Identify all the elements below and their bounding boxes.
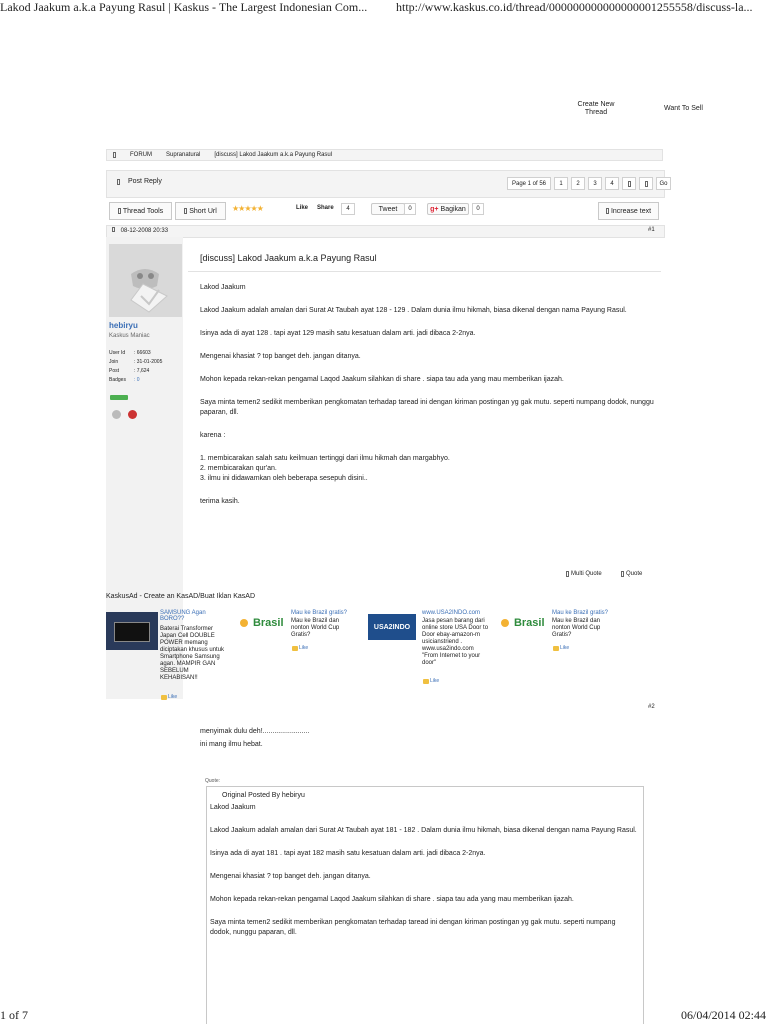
tweet-count: 0: [404, 203, 416, 215]
post1-number[interactable]: #1: [648, 227, 655, 233]
ad2-body: Mau ke Brazil dan nonton World Cup Gratis?: [291, 618, 340, 638]
tools-icon: [118, 208, 121, 214]
next-page-icon[interactable]: [622, 177, 636, 190]
post-reply-button[interactable]: [117, 178, 162, 185]
post2-number[interactable]: #2: [648, 704, 655, 710]
thumb-up-icon: [292, 646, 298, 651]
breadcrumb: [106, 149, 663, 161]
quote-paragraph: Mohon kepada rekan-rekan pengamal Laqod Jaakum silahkan di share . siapa tau ada yang mau memberikan ijazah.: [210, 896, 574, 903]
page-2-link[interactable]: 2: [571, 177, 585, 190]
breadcrumb-thread[interactable]: [discuss] Lakod Jaakum a.k.a Payung Rasul: [214, 152, 333, 158]
user-rank: Kaskus Maniac: [109, 333, 150, 339]
avatar[interactable]: [109, 244, 182, 317]
share-count: 4: [341, 203, 355, 215]
increase-text-label: Increase text: [610, 207, 652, 215]
page-1-link[interactable]: 1: [554, 177, 568, 190]
post2-line1: menyimak dulu deh!........................: [200, 728, 310, 735]
page-4-link[interactable]: 4: [605, 177, 619, 190]
post1-list: 1. membicarakan salah satu keilmuan tertinggi dari ilmu hikmah dan margabhyo. 2. membicarakan qur'an. 3. ilmu ini didawamkan oleh beberapa sesepuh disini..: [200, 455, 450, 482]
thread-tools-label: Thread Tools: [122, 207, 164, 215]
go-button[interactable]: Go: [656, 177, 671, 190]
rating-stars[interactable]: ★★★★★: [232, 204, 263, 213]
quote-paragraph: Lakod Jaakum adalah amalan dari Surat At Taubah ayat 181 - 182 . Dalam dunia ilmu hikmah, biasa dikenal dengan nama Payung Rasul.: [210, 827, 637, 834]
last-page-icon[interactable]: [639, 177, 653, 190]
breadcrumb-forum[interactable]: FORUM: [130, 152, 152, 158]
home-icon[interactable]: [113, 152, 116, 158]
tweet-label: Tweet: [378, 205, 398, 213]
breadcrumb-category[interactable]: Supranatural: [166, 152, 201, 158]
quote-paragraph: Isinya ada di ayat 181 . tapi ayat 182 masih satu kesatuan dalam arti. jadi dibaca 2-2nya.: [210, 850, 486, 857]
like-button[interactable]: Like: [296, 205, 309, 211]
profile-icon[interactable]: [112, 410, 121, 419]
post1-paragraph: Mengenai khasiat ? top banget deh. jangan ditanya.: [200, 353, 361, 360]
calendar-icon: [112, 227, 115, 232]
text-size-icon: [606, 208, 609, 214]
user-stats: User Id : 66603 Join : 31-01-2005 Post : 7,624 Badges : 0: [109, 350, 163, 383]
print-page-number: 1 of 7: [0, 1008, 28, 1022]
quote-button[interactable]: Quote: [621, 571, 642, 577]
thumb-up-icon: [553, 646, 559, 651]
quote-paragraph: Lakod Jaakum: [210, 804, 256, 811]
google-plus-icon: g+: [430, 205, 439, 213]
share-label: Share: [317, 205, 334, 211]
username-link[interactable]: hebiryu: [109, 321, 138, 330]
quote-paragraph: Saya minta temen2 sedikit memberikan pengkomatan terhadap taread ini dengan kiriman postingan yg gak mutu. seperti numpang dodok, nunggu paparan, dll.: [210, 919, 616, 936]
thread-tools-button[interactable]: [109, 202, 172, 220]
want-to-sell-link[interactable]: Want To Sell: [664, 105, 703, 112]
post1-paragraph: Isinya ada di ayat 128 . tapi ayat 129 masih satu kesatuan dalam arti. jadi dibaca 2-2nya.: [200, 330, 476, 337]
ad1-image[interactable]: [106, 612, 158, 650]
ad3-title[interactable]: www.USA2INDO.com: [422, 610, 481, 616]
ad2-title[interactable]: Mau ke Brazil gratis?: [291, 610, 348, 616]
ad3-image[interactable]: USA2INDO: [368, 614, 416, 640]
multi-quote-button[interactable]: Multi Quote: [566, 571, 602, 577]
print-datetime: 06/04/2014 02:44: [680, 1008, 766, 1022]
post1-paragraph: Saya minta temen2 sedikit memberikan pengkomatan terhadap taread ini dengan kiriman postingan yg gak mutu. seperti numpang dodok, nunggu paparan, dll.: [200, 399, 654, 416]
ad1-title[interactable]: SAMSUNG Agan BORO??: [160, 610, 206, 622]
thumb-up-icon: [161, 695, 167, 700]
post1-header: [106, 225, 665, 238]
create-thread-link[interactable]: Create New Thread: [577, 101, 615, 116]
quote-paragraph: Mengenai khasiat ? top banget deh. jangan ditanya.: [210, 873, 371, 880]
post1-title: [discuss] Lakod Jaakum a.k.a Payung Rasul: [200, 253, 377, 263]
quote-label: Quote:: [205, 778, 221, 784]
ad4-body: Mau ke Brazil dan nonton World Cup Gratis?: [552, 618, 601, 638]
ad4-image[interactable]: Brasil: [498, 614, 548, 644]
bagikan-button[interactable]: [427, 203, 469, 215]
bagikan-label: Bagikan: [440, 205, 466, 213]
ad2-like-button[interactable]: Like: [292, 645, 308, 651]
quote-body: [210, 803, 638, 951]
quote-author: Original Posted By hebiryu: [222, 792, 305, 799]
print-url: http://www.kaskus.co.id/thread/000000000000000001255558/discuss-la...: [396, 0, 753, 14]
reply-icon: [117, 179, 120, 185]
post1-date: 08-12-2008 20:33: [112, 227, 168, 234]
ad1-body: Baterai Transformer Japan Cell DOUBLE POWER memang diciptakan khusus untuk Smartphone Samsung agan. MAMPIR GAN SEBELUM KEHABISAN!!: [160, 626, 225, 681]
post1-paragraph: terima kasih.: [200, 498, 240, 505]
post2-line2: ini mang ilmu hebat.: [200, 741, 263, 748]
post1-body: [200, 283, 655, 520]
post1-paragraph: Mohon kepada rekan-rekan pengamal Laqod Jaakum silahkan di share . siapa tau ada yang mau memberikan ijazah.: [200, 376, 564, 383]
ad4-like-button[interactable]: Like: [553, 645, 569, 651]
print-title: Lakod Jaakum a.k.a Payung Rasul | Kaskus - The Largest Indonesian Com...: [0, 0, 368, 14]
link-icon: [184, 208, 187, 214]
post1-paragraph: karena :: [200, 432, 226, 439]
page-of-label: Page 1 of 56: [507, 177, 551, 190]
page-3-link[interactable]: 3: [588, 177, 602, 190]
ad1-like-button[interactable]: Like: [161, 694, 177, 700]
ad2-image[interactable]: Brasil: [237, 614, 287, 644]
pagination: [507, 177, 671, 190]
short-url-label: Short Url: [189, 207, 217, 215]
quote-icon: [621, 571, 624, 577]
ad3-body: Jasa pesan barang dari online store USA Door to Door ebay-amazon-m usicianstriend . www.usa2indo.com "From Internet to your door": [422, 618, 489, 666]
short-url-button[interactable]: [175, 202, 226, 220]
multi-quote-icon: [566, 571, 569, 577]
bagikan-count: 0: [472, 203, 484, 215]
post1-paragraph: Lakod Jaakum: [200, 284, 246, 291]
tweet-button[interactable]: [371, 203, 405, 215]
post1-divider: [188, 271, 661, 272]
reputation-bar: [110, 395, 128, 400]
ad3-like-button[interactable]: Like: [423, 678, 439, 684]
post1-paragraph: Lakod Jaakum adalah amalan dari Surat At Taubah ayat 128 - 129 . Dalam dunia ilmu hikmah, biasa dikenal dengan nama Payung Rasul.: [200, 307, 627, 314]
thumb-up-icon: [423, 679, 429, 684]
ad4-title[interactable]: Mau ke Brazil gratis?: [552, 610, 609, 616]
post-reply-label: Post Reply: [128, 178, 162, 185]
increase-text-button[interactable]: [598, 202, 659, 220]
report-icon[interactable]: [128, 410, 137, 419]
kaskus-ad-header[interactable]: KaskusAd - Create an KasAD/Buat Iklan KasAD: [106, 593, 256, 600]
